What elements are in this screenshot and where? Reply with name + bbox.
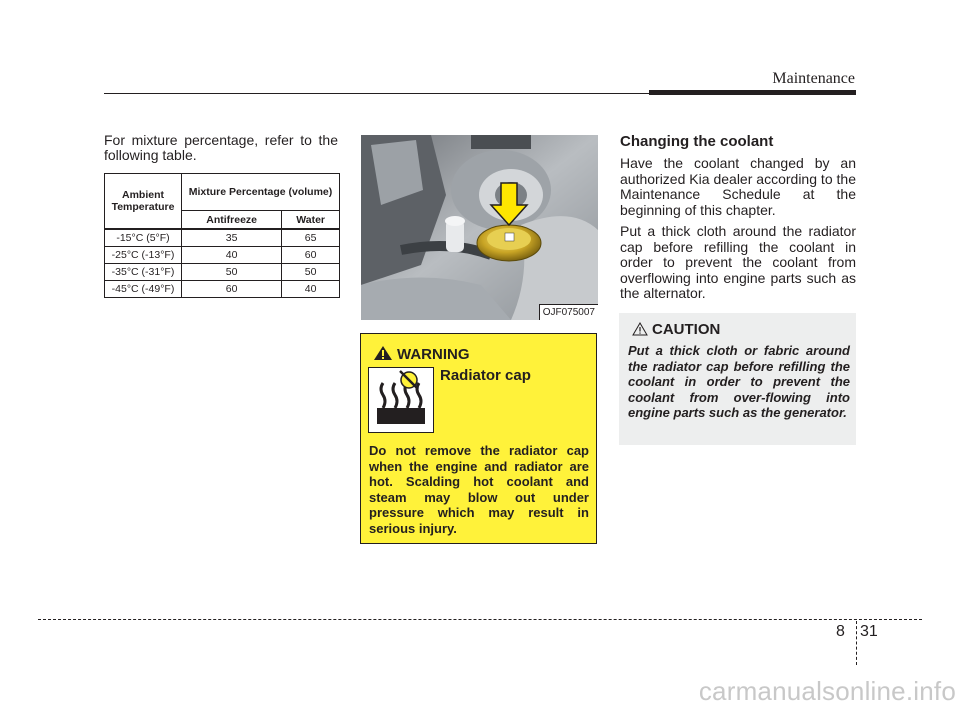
caution-text: Put a thick cloth or fabric around the radiator cap before refilling the coolant in order to prevent the coolant from over-flowing into engine parts such as the generator. (628, 343, 850, 420)
caution-box (619, 313, 856, 445)
hot-coolant-icon (368, 367, 434, 433)
warning-text: Do not remove the radiator cap when the engine and radiator are hot. Scalding hot coolant and steam may blow out under pressure which may result in serious injury. (369, 443, 589, 536)
photo-caption: OJF075007 (539, 304, 598, 320)
section-paragraph-1: Have the coolant changed by an authorized Kia dealer according to the Maintenance Schedule at the beginning of this chapter. (620, 155, 856, 218)
col-ambient-header: Ambient Temperature (105, 174, 182, 230)
cell-water: 50 (282, 264, 340, 281)
caution-title: CAUTION (652, 321, 721, 338)
footer-rule (38, 619, 922, 620)
caution-triangle-icon (632, 322, 648, 336)
cell-antifreeze: 50 (182, 264, 282, 281)
radiator-cap-photo (361, 135, 598, 320)
cell-temp: -15°C (5°F) (105, 229, 182, 247)
col-water-header: Water (282, 211, 340, 230)
col-mixture-header: Mixture Percentage (volume) (182, 174, 340, 211)
table-row (105, 281, 340, 298)
cell-temp: -25°C (-13°F) (105, 247, 182, 264)
chapter-number: 8 (836, 623, 845, 640)
section-title: Changing the coolant (620, 133, 774, 150)
cell-antifreeze: 40 (182, 247, 282, 264)
warning-box (360, 333, 597, 544)
mixture-table (104, 173, 340, 298)
cell-temp: -35°C (-31°F) (105, 264, 182, 281)
watermark: carmanualsonline.info (698, 676, 956, 706)
cell-water: 60 (282, 247, 340, 264)
footer-divider (856, 621, 857, 665)
cell-water: 65 (282, 229, 340, 247)
table-row (105, 229, 340, 247)
cell-antifreeze: 35 (182, 229, 282, 247)
engine-illustration (361, 135, 598, 320)
cell-water: 40 (282, 281, 340, 298)
section-paragraph-2: Put a thick cloth around the radiator cap before refilling the coolant in order to prevent the coolant from overflowing into engine parts such as the alternator. (620, 223, 856, 301)
warning-triangle-icon (373, 345, 393, 361)
table-row (105, 247, 340, 264)
table-row (105, 264, 340, 281)
cell-temp: -45°C (-49°F) (105, 281, 182, 298)
intro-text: For mixture percentage, refer to the following table. (104, 132, 338, 163)
header-title: Maintenance (772, 70, 855, 87)
warning-title: WARNING (397, 346, 470, 363)
warning-subtitle: Radiator cap (440, 367, 531, 384)
header-bar (649, 90, 856, 95)
page-number: 31 (860, 623, 878, 640)
cell-antifreeze: 60 (182, 281, 282, 298)
col-antifreeze-header: Antifreeze (182, 211, 282, 230)
